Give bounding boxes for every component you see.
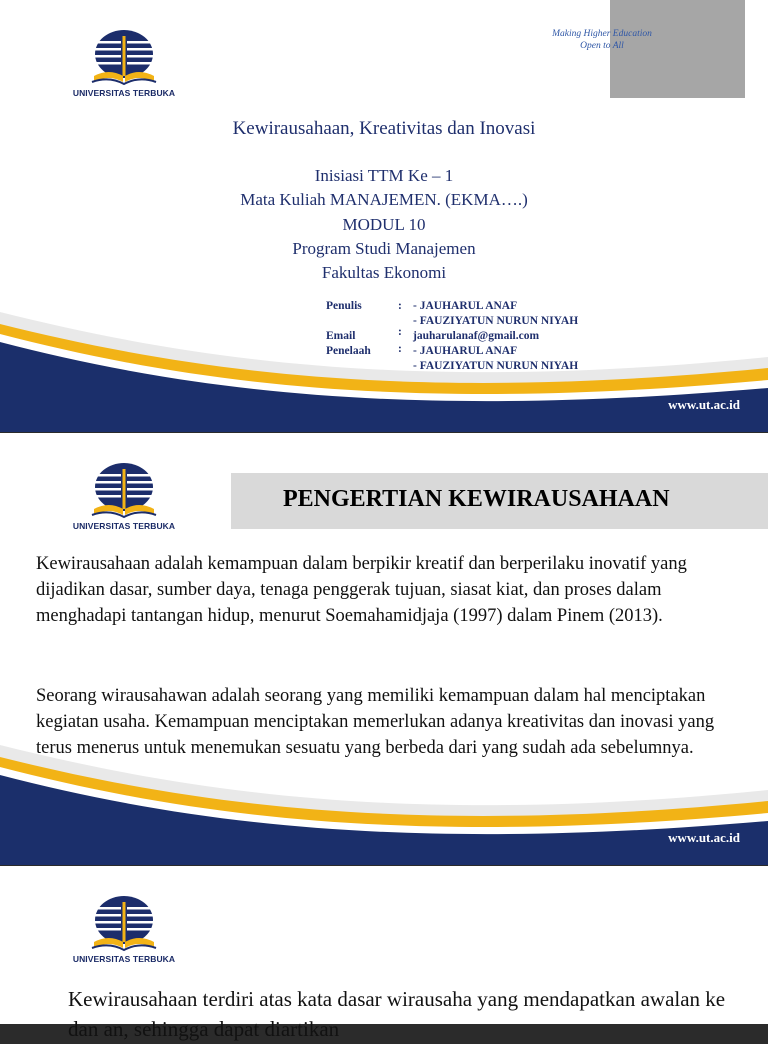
university-name: UNIVERSITAS TERBUKA <box>72 88 176 98</box>
penulis-name-1: - JAUHARUL ANAF <box>413 300 518 312</box>
ut-logo <box>64 896 184 966</box>
email-1: jauharulanaf@gmail.com <box>413 330 540 342</box>
subtitle-line-4: Program Studi Manajemen <box>292 239 476 258</box>
subtitle-line-3: MODUL 10 <box>342 215 426 234</box>
presentation-title: Kewirausahaan, Kreativitas dan Inovasi <box>232 118 536 139</box>
penelaah-name-2: - FAUZIYATUN NURUN NIYAH <box>413 360 579 372</box>
penelaah-label: Penelaah <box>326 345 371 357</box>
subtitle-line-5: Fakultas Ekonomi <box>321 263 447 282</box>
slide-heading: PENGERTIAN KEWIRAUSAHAAN <box>283 486 670 512</box>
heading-bar <box>231 473 768 529</box>
email-label: Email <box>326 330 356 342</box>
colon: : <box>398 343 402 355</box>
ut-emblem-icon <box>64 30 184 88</box>
university-name: UNIVERSITAS TERBUKA <box>72 521 176 531</box>
penulis-name-2: - FAUZIYATUN NURUN NIYAH <box>413 315 579 327</box>
website-url[interactable]: www.ut.ac.id <box>668 830 740 845</box>
paragraph-1: Kewirausahaan adalah kemampuan dalam berpikir kreatif dan berperilaku inovatif yang dijadikan dasar, sumber daya, tenaga penggerak tujuan, siasat kiat, dan proses dalam menghadapi tantangan hidup, menurut Soemahamidjaja (1997) dalam Pinem (2013). <box>36 554 687 626</box>
ut-emblem-icon <box>64 896 184 954</box>
ut-logo <box>64 463 184 533</box>
slide-pengertian <box>0 433 768 865</box>
paragraph-2: Seorang wirausahawan adalah seorang yang memiliki kemampuan dalam hal menciptakan kegiatan usaha. Kemampuan menciptakan memerlukan adanya kreativitas dan inovasi yang terus menerus untuk menemukan sesuatu yang berbeda dari yang sudah ada sebelumnya. <box>36 686 715 758</box>
slide-title <box>0 0 768 432</box>
ut-emblem-icon <box>64 463 184 521</box>
slide-partial <box>0 866 768 1041</box>
colon: : <box>398 300 402 312</box>
footer-wave <box>0 735 768 865</box>
colon: : <box>398 326 402 338</box>
university-name: UNIVERSITAS TERBUKA <box>72 954 176 964</box>
subtitle-line-1: Inisiasi TTM Ke – 1 <box>314 166 454 185</box>
penelaah-name-1: - JAUHARUL ANAF <box>413 345 518 357</box>
tagline: Making Higher Education Open to All <box>552 29 652 51</box>
subtitle-line-2: Mata Kuliah MANAJEMEN. (EKMA….) <box>240 190 528 209</box>
website-url[interactable]: www.ut.ac.id <box>668 397 740 412</box>
ut-logo <box>64 30 184 100</box>
footer-wave <box>0 302 768 432</box>
penulis-label: Penulis <box>326 300 362 312</box>
paragraph-partial: Kewirausahaan terdiri atas kata dasar wirausaha yang mendapatkan awalan ke dan an, sehingga dapat diartikan <box>68 987 726 1041</box>
